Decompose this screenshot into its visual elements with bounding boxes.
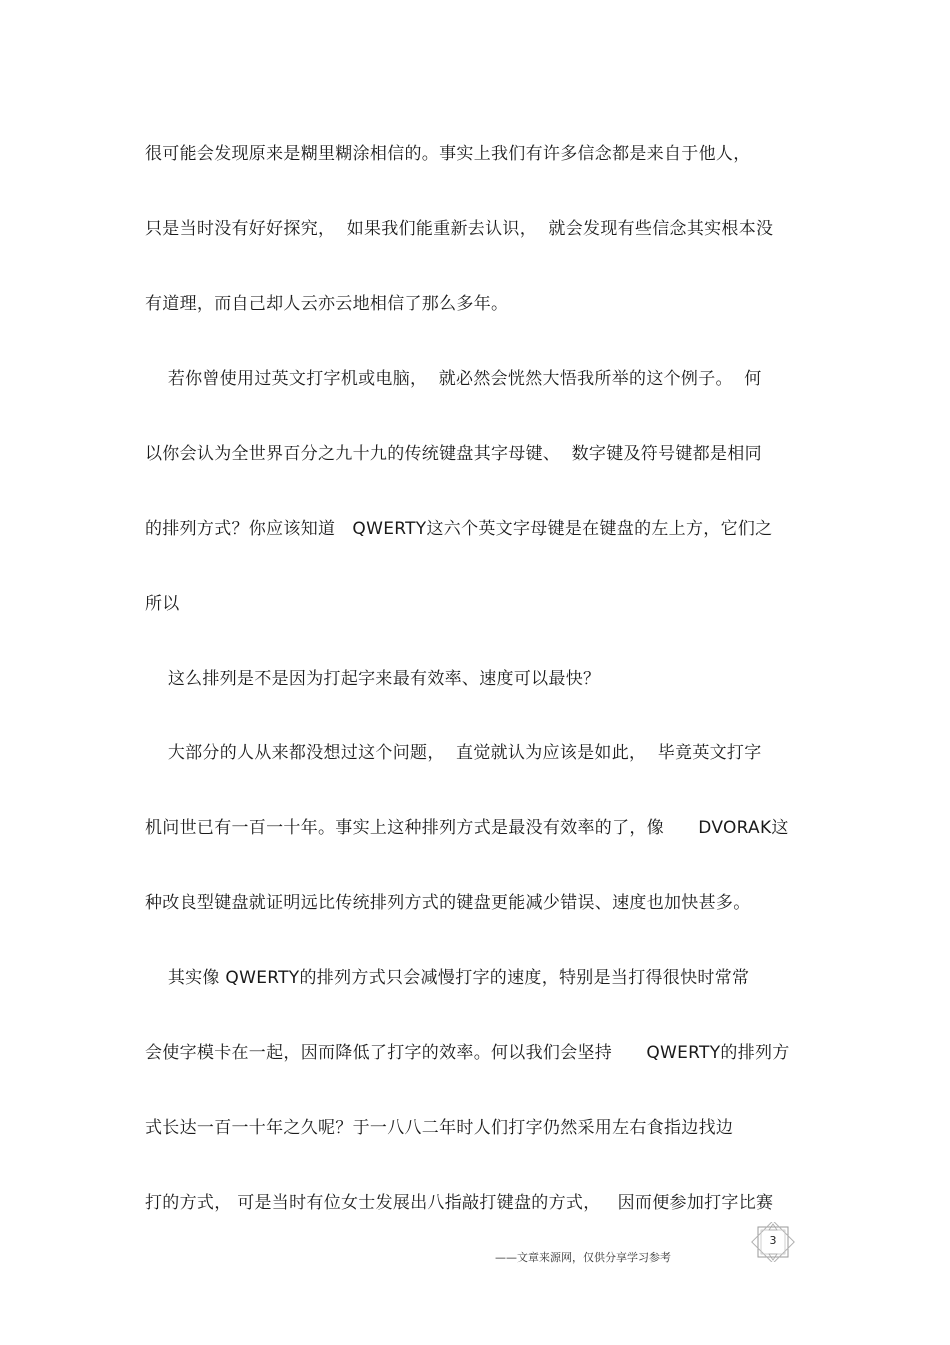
text-line: 有道理，而自己却人云亦云地相信了那么多年。 xyxy=(145,294,509,314)
source-note: ——文章来源网，仅供分享学习参考 xyxy=(495,1251,671,1264)
text-line: 所以 xyxy=(145,594,180,614)
text-line: 大部分的人从来都没想过这个问题， 直觉就认为应该是如此， 毕竟英文打字 xyxy=(145,743,762,763)
text-line: 以你会认为全世界百分之九十九的传统键盘其字母键、 数字键及符号键都是相同 xyxy=(145,444,762,464)
text-line: 这么排列是不是因为打起字来最有效率、速度可以最快？ xyxy=(145,669,601,689)
text-line: 机问世已有一百一十年。事实上这种排列方式是最没有效率的了，像 DVORAK这 xyxy=(145,818,789,838)
text-line: 种改良型键盘就证明远比传统排列方式的键盘更能减少错误、速度也加快甚多。 xyxy=(145,893,751,913)
text-line: 只是当时没有好好探究， 如果我们能重新去认识， 就会发现有些信念其实根本没 xyxy=(145,219,774,239)
text-line: 其实像 QWERTY的排列方式只会减慢打字的速度，特别是当打得很快时常常 xyxy=(145,968,750,988)
text-line: 打的方式， 可是当时有位女士发展出八指敲打键盘的方式， 因而便参加打字比赛 xyxy=(145,1193,774,1213)
text-line: 会使字模卡在一起，因而降低了打字的效率。何以我们会坚持 QWERTY的排列方 xyxy=(145,1043,790,1063)
text-line: 若你曾使用过英文打字机或电脑， 就必然会恍然大悟我所举的这个例子。 何 xyxy=(145,369,762,389)
text-line: 式长达一百一十年之久呢？于一八八二年时人们打字仍然采用左右食指边找边 xyxy=(145,1118,734,1138)
page-number: 3 xyxy=(769,1234,777,1247)
page-number-badge xyxy=(750,1222,796,1262)
text-line: 很可能会发现原来是糊里糊涂相信的。事实上我们有许多信念都是来自于他人， xyxy=(145,144,751,164)
text-line: 的排列方式？你应该知道 QWERTY这六个英文字母键是在键盘的左上方，它们之 xyxy=(145,519,773,539)
